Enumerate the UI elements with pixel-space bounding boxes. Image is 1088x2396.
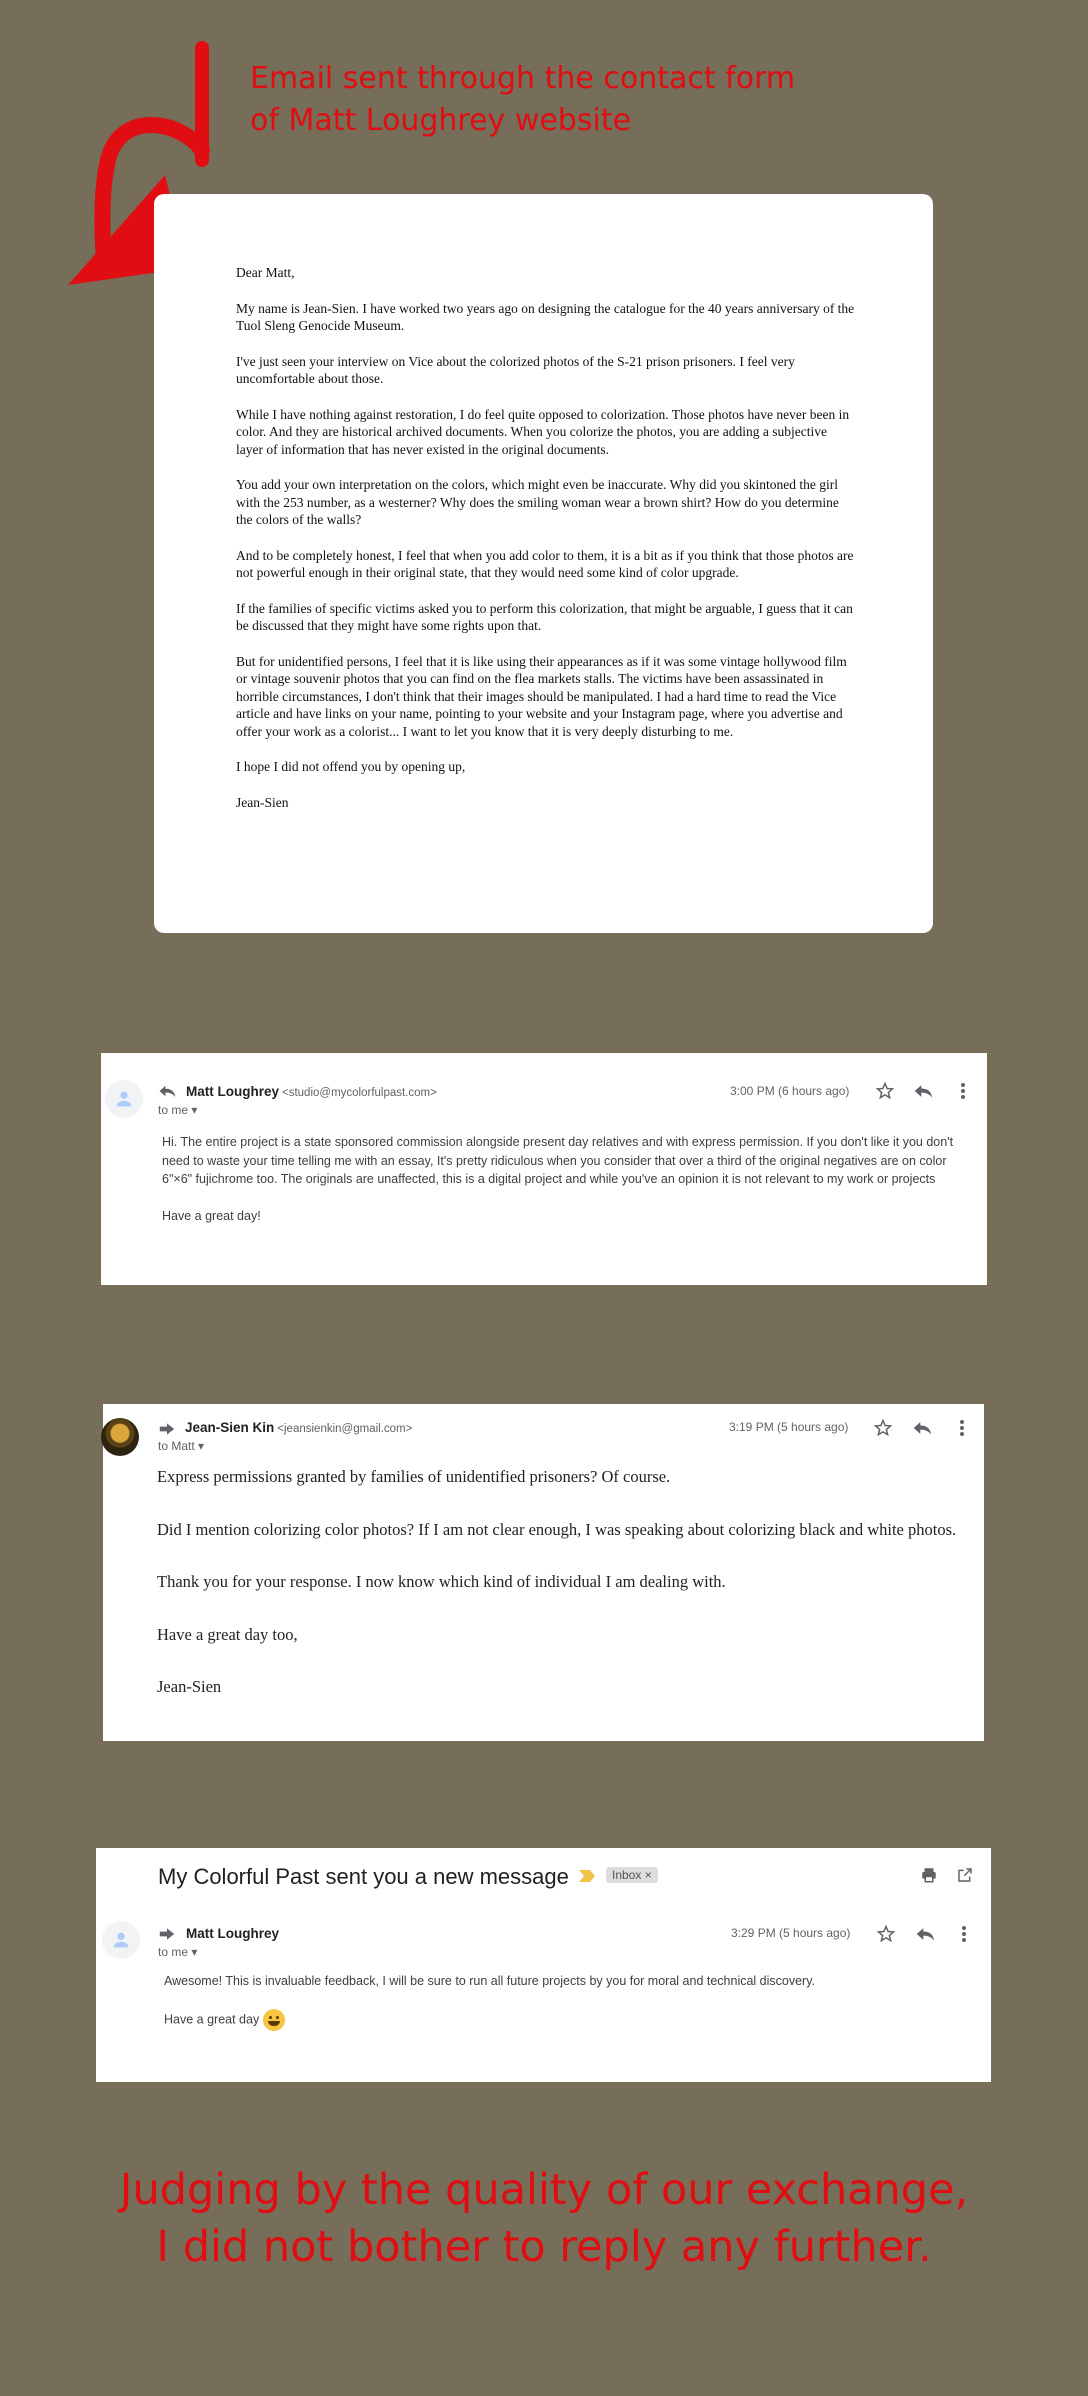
- letter-body: [236, 264, 856, 829]
- footer-annotation: [0, 2162, 1088, 2276]
- inbox-label-badge[interactable]: Inbox ×: [606, 1867, 658, 1883]
- star-icon[interactable]: [871, 1416, 895, 1440]
- sender-name[interactable]: Matt Loughrey: [186, 1926, 279, 1941]
- letter-paragraph: My name is Jean-Sien. I have worked two years ago on designing the catalogue for the 40 years anniversary of the Tuol Sleng Genocide Museum.: [236, 300, 855, 333]
- letter-paragraph: You add your own interpretation on the colors, which might even be inaccurate. Why did you skintoned the girl with the 253 number, as a westerner? Why does the smiling woman wear a brown shirt? How do you determine the colors of the walls?: [236, 477, 839, 527]
- recipient-dropdown[interactable]: to me ▾: [158, 1945, 198, 1959]
- letter-paragraph: But for unidentified persons, I feel that it is like using their appearances as if it was some vintage hollywood film or vintage souvenir photos that you can find on the flea markets stalls. The victims have been assassinated in horrible circumstances, I don't think that their images should be manipulated. I had a hard time to read the Vice article and have links on your name, pointing to your website and your Instagram page, where you advertise and offer your work as a colorist... I want to let you know that it is very deeply disturbing to me.: [236, 653, 847, 739]
- letter-paragraph: I hope I did not offend you by opening up,: [236, 759, 466, 774]
- person-icon: [113, 1088, 135, 1110]
- avatar[interactable]: [102, 1921, 140, 1959]
- importance-marker-icon[interactable]: [578, 1868, 596, 1884]
- message-line: Awesome! This is invaluable feedback, I will be sure to run all future projects by you for moral and technical discovery.: [164, 1974, 816, 1988]
- message-body: [164, 1972, 964, 2031]
- message-line-with-emoji: Have a great day: [164, 2009, 964, 2031]
- grinning-face-icon: [263, 2009, 285, 2031]
- footer-line-2: I did not bother to reply any further.: [156, 2222, 932, 2272]
- message-paragraph: Thank you for your response. I now know which kind of individual I am dealing with.: [157, 1572, 726, 1591]
- sender-address: <jeansienkin@gmail.com>: [277, 1423, 413, 1435]
- reply-arrow-icon: [158, 1082, 176, 1100]
- contact-form-letter: [154, 194, 933, 933]
- forward-arrow-icon: [158, 1925, 176, 1943]
- recipient-dropdown[interactable]: to Matt ▾: [158, 1439, 205, 1453]
- timestamp: 3:29 PM (5 hours ago): [731, 1926, 851, 1940]
- letter-paragraph: If the families of specific victims asked you to perform this colorization, that might be arguable, I guess that it can be discussed that they might have some rights upon that.: [236, 600, 853, 633]
- message-paragraph: Hi. The entire project is a state sponsored commission alongside present day relatives and with express permission. If you don't like it you don't need to waste your time telling me with an essay, It's pretty ridiculous when you consider that over a third of the original negatives are on color 6"×6" fujichrome too. The originals are unaffected, this is a digital project and while you've an opinion it is not relevant to my work or projects: [162, 1135, 954, 1186]
- email-message-matt-1: [101, 1053, 987, 1285]
- person-icon: [110, 1929, 132, 1951]
- sender-name[interactable]: Jean-Sien Kin <jeansienkin@gmail.com>: [185, 1420, 413, 1435]
- more-options-icon[interactable]: [951, 1079, 975, 1103]
- annotation-caption: [250, 58, 795, 142]
- message-paragraph: Express permissions granted by families of unidentified prisoners? Of course.: [157, 1467, 671, 1486]
- message-paragraph: Have a great day!: [162, 1208, 261, 1223]
- message-body: [162, 1133, 974, 1243]
- recipient-dropdown[interactable]: to me ▾: [158, 1103, 198, 1117]
- letter-paragraph: I've just seen your interview on Vice about the colorized photos of the S-21 prison prisoners. I feel very uncomfortable about those.: [236, 353, 795, 386]
- more-options-icon[interactable]: [952, 1922, 976, 1946]
- avatar[interactable]: [105, 1080, 143, 1118]
- sender-address: <studio@mycolorfulpast.com>: [282, 1087, 437, 1099]
- message-paragraph: Jean-Sien: [157, 1677, 222, 1696]
- message-paragraph: Did I mention colorizing color photos? If I am not clear enough, I was speaking about colorizing black and white photos.: [157, 1519, 957, 1539]
- reply-icon[interactable]: [910, 1416, 934, 1440]
- caption-line-2: of Matt Loughrey website: [250, 103, 632, 138]
- star-icon[interactable]: [873, 1079, 897, 1103]
- letter-paragraph: While I have nothing against restoration, I do feel quite opposed to colorization. Those photos have never been in color. And they are historical archived documents. When you colorize the photos, you are adding a subjective layer of information that has never existed in the original documents.: [236, 406, 850, 457]
- email-subject: My Colorful Past sent you a new message: [158, 1864, 569, 1889]
- forward-arrow-icon: [158, 1420, 176, 1438]
- timestamp: 3:00 PM (6 hours ago): [730, 1084, 850, 1098]
- letter-paragraph: And to be completely honest, I feel that when you add color to them, it is a bit as if you think that those photos are not powerful enough in their original state, that they would need some kind of color upgrade.: [236, 547, 854, 580]
- message-body: [157, 1464, 977, 1727]
- email-thread-final: [96, 1848, 991, 2082]
- print-icon[interactable]: [918, 1864, 940, 1886]
- sender-name[interactable]: Matt Loughrey <studio@mycolorfulpast.com>: [186, 1084, 437, 1099]
- reply-icon[interactable]: [911, 1079, 935, 1103]
- open-in-new-window-icon[interactable]: [954, 1864, 976, 1886]
- timestamp: 3:19 PM (5 hours ago): [729, 1420, 849, 1434]
- footer-line-1: Judging by the quality of our exchange,: [119, 2165, 969, 2215]
- message-paragraph: Have a great day too,: [157, 1624, 298, 1644]
- caption-line-1: Email sent through the contact form: [250, 61, 796, 96]
- email-message-jean-sien: [103, 1404, 984, 1741]
- letter-paragraph: Jean-Sien: [236, 794, 289, 810]
- reply-icon[interactable]: [913, 1922, 937, 1946]
- star-icon[interactable]: [874, 1922, 898, 1946]
- letter-paragraph: Dear Matt,: [236, 265, 295, 280]
- more-options-icon[interactable]: [950, 1416, 974, 1440]
- avatar[interactable]: [101, 1418, 139, 1456]
